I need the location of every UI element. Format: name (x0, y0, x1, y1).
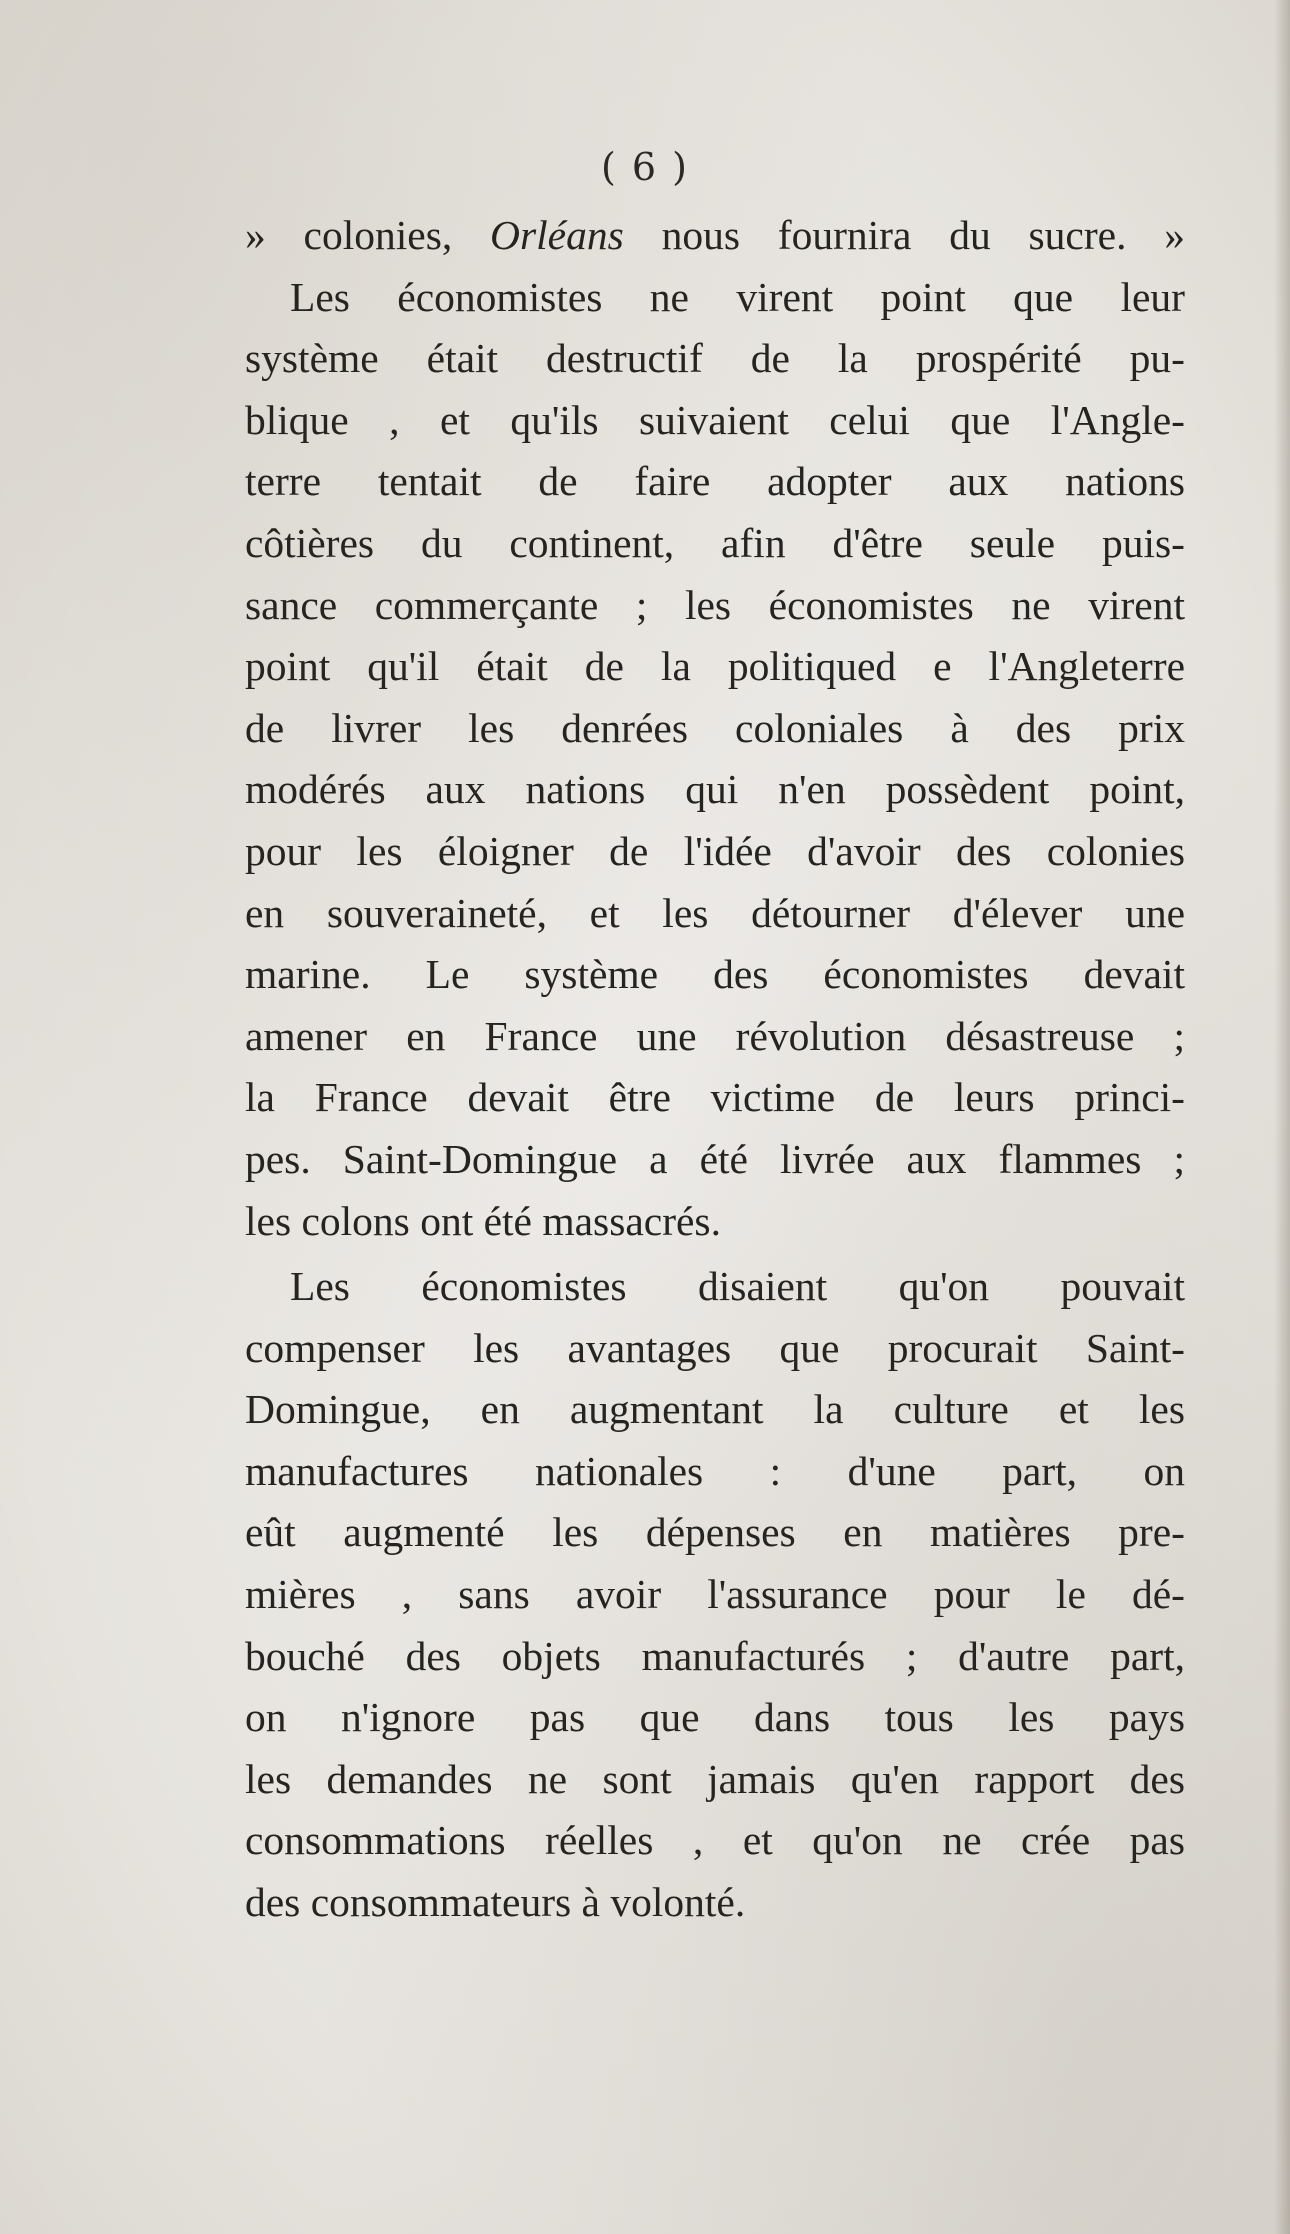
text-line-segment: en souveraineté, et les détourner d'élever une (245, 889, 1185, 936)
text-line-segment: Les économistes ne virent point que leur (290, 273, 1185, 320)
text-line-segment: manufactures nationales : d'une part, on (245, 1447, 1185, 1494)
text-line-segment: bouché des objets manufacturés ; d'autre part, (245, 1632, 1185, 1679)
text-line-segment: la France devait être victime de leurs princi- (245, 1074, 1185, 1121)
text-line-segment: les demandes ne sont jamais qu'en rapport des (245, 1755, 1185, 1802)
body-text (245, 205, 1185, 1934)
text-line (245, 1191, 1185, 1253)
text-line (245, 1872, 1185, 1934)
text-line (245, 575, 1185, 637)
text-line-segment: sance commerçante ; les économistes ne virent (245, 581, 1185, 628)
text-line (245, 1810, 1185, 1872)
text-line (245, 267, 1185, 329)
text-line (245, 205, 1185, 267)
text-line-segment: » colonies, (245, 212, 491, 258)
text-line-segment: on n'ignore pas que dans tous les pays (245, 1694, 1185, 1741)
text-line-segment: Les économistes disaient qu'on pouvait (290, 1263, 1185, 1310)
text-line (245, 636, 1185, 698)
text-line-segment: terre tentait de faire adopter aux nations (245, 458, 1185, 505)
text-line (245, 390, 1185, 452)
text-line-segment: de livrer les denrées coloniales à des prix (245, 704, 1185, 751)
text-line-segment: système était destructif de la prospérité pu- (245, 335, 1185, 382)
text-line-segment: eût augmenté les dépenses en matières pre- (245, 1509, 1185, 1556)
text-line-segment: compenser les avantages que procurait Saint- (245, 1324, 1185, 1371)
text-line (245, 328, 1185, 390)
text-line (245, 944, 1185, 1006)
text-line-segment: des consommateurs à volonté. (245, 1879, 746, 1926)
text-line (245, 1441, 1185, 1503)
text-line-segment: marine. Le système des économistes devait (245, 951, 1185, 998)
text-line (245, 513, 1185, 575)
text-line-segment: modérés aux nations qui n'en possèdent point, (245, 766, 1185, 813)
text-line (245, 451, 1185, 513)
page-edge-shadow (1274, 0, 1290, 2234)
text-line-segment: point qu'il était de la politiqued e l'Angleterre (245, 643, 1185, 690)
text-line (245, 759, 1185, 821)
text-line (245, 1129, 1185, 1191)
page-number: ( 6 ) (601, 145, 689, 189)
italic-place-name: Orléans (490, 212, 624, 258)
text-line-segment: les colons ont été massacrés. (245, 1197, 721, 1244)
text-line-segment: mières , sans avoir l'assurance pour le dé- (245, 1571, 1185, 1618)
text-line (245, 698, 1185, 760)
text-line (245, 1379, 1185, 1441)
text-line-segment: pour les éloigner de l'idée d'avoir des colonies (245, 827, 1185, 874)
text-line (245, 1749, 1185, 1811)
text-line-segment: côtières du continent, afin d'être seule puis- (245, 519, 1185, 566)
text-line (245, 1256, 1185, 1318)
text-line (245, 1502, 1185, 1564)
text-line (245, 1687, 1185, 1749)
text-line (245, 1067, 1185, 1129)
text-line (245, 1318, 1185, 1380)
text-line-segment: Domingue, en augmentant la culture et les (245, 1386, 1185, 1433)
text-line (245, 1006, 1185, 1068)
text-line-segment: consommations réelles , et qu'on ne crée pas (245, 1817, 1185, 1864)
text-line (245, 821, 1185, 883)
text-line (245, 883, 1185, 945)
text-line-segment: amener en France une révolution désastreuse ; (245, 1012, 1185, 1059)
text-line (245, 1626, 1185, 1688)
text-line-segment: blique , et qu'ils suivaient celui que l'Angle- (245, 396, 1185, 443)
text-line-segment: nous fournira du sucre. » (623, 212, 1185, 258)
text-line-segment: pes. Saint-Domingue a été livrée aux flammes ; (245, 1135, 1185, 1182)
text-line (245, 1564, 1185, 1626)
